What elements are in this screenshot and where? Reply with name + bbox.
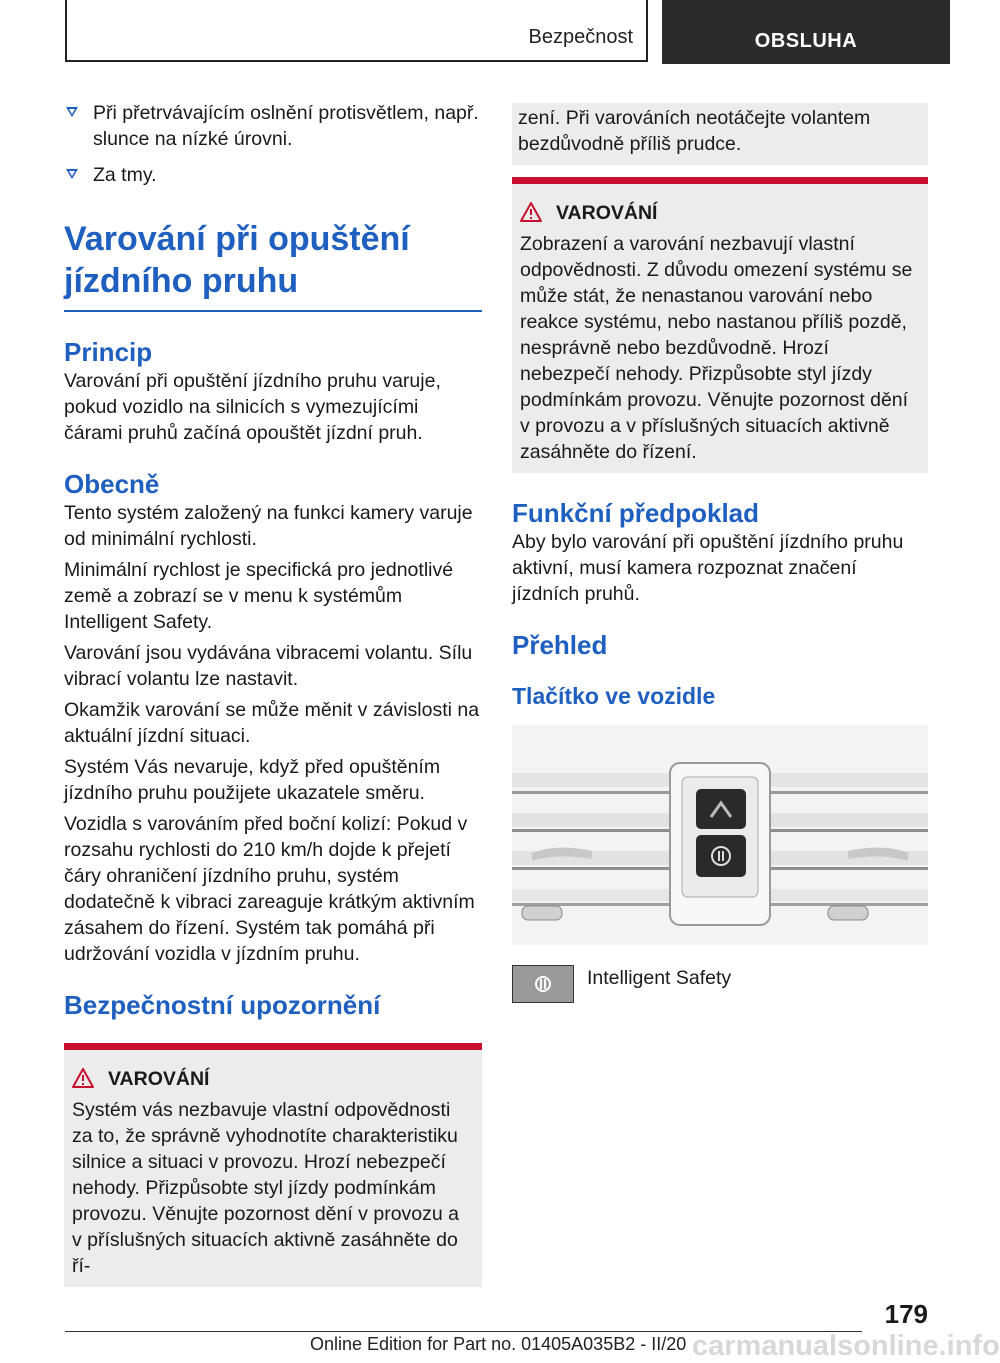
- button-legend-row: [512, 965, 928, 1005]
- section-title: Varování při opuštění jízdního pruhu: [64, 220, 410, 300]
- warning-triangle-icon: [520, 202, 542, 222]
- triangle-bullet-icon: [66, 169, 78, 179]
- warning-text: Systém vás nezbavuje vlastní odpovědnosti za to, že správně vyhodnotíte charakteristiku silnice a situaci v provozu. Hrozí nebezpečí nehody. Přizpůsobte styl jízdy podmínkám provozu. Věnujte pozornost dění v provozu a v příslušných situacích aktivně zasáhněte do ří-: [72, 1099, 459, 1277]
- triangle-bullet-icon: [66, 107, 78, 117]
- list-item-text: Za tmy.: [93, 164, 157, 186]
- warning-header: [520, 200, 920, 226]
- right-column: [512, 103, 928, 1005]
- warning-text: zení. Při varováních neotáčejte volantem bezdůvodně příliš prudce.: [518, 107, 871, 155]
- list-item: [64, 162, 482, 188]
- header-section-title: Bezpečnost: [528, 26, 633, 48]
- watermark: carmanualsonline.info: [692, 1330, 1000, 1362]
- warning-box: [64, 1043, 482, 1287]
- vehicle-button-photo: [512, 725, 928, 945]
- warning-box-continued: [512, 103, 928, 165]
- page-number: 179: [884, 1299, 928, 1329]
- list-item-text: Při přetrvávajícím oslnění protisvětlem, např. slunce na nízké úrovni.: [93, 102, 479, 150]
- general-para: Systém Vás nevaruje, když před opuštěním jízdního pruhu použijete ukazatele směru.: [64, 756, 441, 804]
- general-para: Minimální rychlost je specifická pro jednotlivé země a zobrazí se v menu k systémům Intelligent Safety.: [64, 559, 454, 633]
- prerequisite-text: Aby bylo varování při opuštění jízdního pruhu aktivní, musí kamera rozpoznat značení jízdních pruhů.: [512, 531, 904, 605]
- warning-text: Zobrazení a varování nezbavují vlastní odpovědnosti. Z důvodu omezení systému se může stát, že nenastanou varování nebo reakce systému, nebo nastanou příliš pozdě, nesprávně nebo bezdůvodně. Hrozí nebezpečí nehody. Přizpůsobte styl jízdy podmínkám provozu. Věnujte pozornost dění v provozu a v příslušných situacích aktivně zasáhněte do řízení.: [520, 233, 913, 463]
- header-chapter-tab: OBSLUHA: [662, 0, 950, 64]
- footer-edition: Online Edition for Part no. 01405A035B2 - II/20: [310, 1334, 687, 1354]
- button-label: Intelligent Safety: [587, 967, 732, 989]
- general-para: Varování jsou vydávána vibracemi volantu. Sílu vibrací volantu lze nastavit.: [64, 642, 473, 690]
- general-para: Vozidla s varováním před boční kolizí: Pokud v rozsahu rychlosti do 210 km/h dojde k přejetí čáry ohraničení jízdního pruhu, systém dodatečně k vibraci zareaguje krátkým aktivním zásahem do řízení. Systém tak pomáhá při udržování vozidla v jízdním pruhu.: [64, 813, 475, 965]
- warning-header: [72, 1066, 474, 1092]
- heading-principle: Princip: [64, 337, 153, 367]
- warning-box: [512, 177, 928, 473]
- warning-label: VAROVÁNÍ: [108, 1068, 210, 1090]
- intelligent-safety-button-icon: [512, 965, 574, 1003]
- heading-prerequisite: Funkční předpoklad: [512, 498, 760, 528]
- heading-safety: Bezpečnostní upozornění: [64, 990, 381, 1020]
- heading-overview: Přehled: [512, 630, 608, 660]
- warning-label: VAROVÁNÍ: [556, 202, 658, 224]
- heading-general: Obecně: [64, 469, 160, 499]
- general-para: Tento systém založený na funkci kamery varuje od minimální rychlosti.: [64, 502, 473, 550]
- principle-text: Varování při opuštění jízdního pruhu varuje, pokud vozidlo na silnicích s vymezujícími čárami pruhů začíná opouštět jízdní pruh.: [64, 370, 441, 444]
- warning-triangle-icon: [72, 1068, 94, 1088]
- general-para: Okamžik varování se může měnit v závislosti na aktuální jízdní situaci.: [64, 699, 480, 747]
- heading-button: Tlačítko ve vozidle: [512, 683, 716, 709]
- left-column: [64, 100, 482, 1287]
- page-header: [65, 0, 950, 64]
- list-item: [64, 100, 482, 152]
- title-divider: [64, 310, 482, 312]
